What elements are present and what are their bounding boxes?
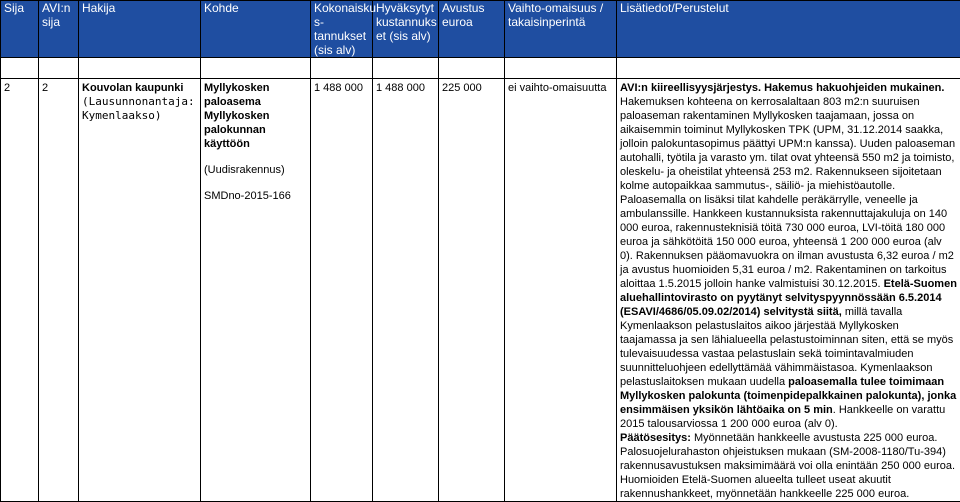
details-priority: AVI:n kiireellisyysjärjestys. Hakemus hakuohjeiden mukainen. (620, 82, 944, 94)
header-avi-sija: AVI:n sija (39, 1, 79, 58)
decision-label: Päätösesitys: (620, 432, 691, 444)
cell-lisatiedot (617, 79, 960, 502)
hakija-name: Kouvolan kaupunki (82, 81, 197, 95)
table-row (1, 79, 960, 502)
decision-paragraph (620, 431, 957, 501)
header-row (1, 1, 960, 58)
header-sija: Sija (1, 1, 39, 58)
details-text-3: . Hankkeelle on varattu 2015 talousarviossa 1 200 000 euroa (alv 0). (620, 404, 945, 430)
header-vaihto: Vaihto-omaisuus / takaisinperintä (505, 1, 617, 58)
cell-avustus: 225 000 (439, 79, 505, 502)
decision-text: Myönnetään hankkeelle avustusta 225 000 euroa. Palosuojelurahaston ohjeistuksen mukaan (SM-2008-1180/Tu-394) rakennusavustuksen maksimimäärä voi olla enintään 250 000 euroa. Huomioiden Etelä-Suomen alueelta tulleet useat akuutit rakennushankkeet, myönnetään hankkeelle 225 000 euroa. (620, 432, 955, 500)
details-response: paloasemalla tulee toimimaan Myllykosken palokunta (toimenpidepalkkainen palokunta), jonka ensimmäisen yksikön lähtöaika on 5 min (620, 376, 956, 416)
kohde-type: (Uudisrakennus) (204, 163, 307, 177)
cell-hyvaksytyt: 1 488 000 (373, 79, 439, 502)
cell-vaihto: ei vaihto-omaisuutta (505, 79, 617, 502)
header-hyvaksytyt: Hyväksytyt kustannuks et (sis alv) (373, 1, 439, 58)
cell-kokonaiskustannukset: 1 488 000 (311, 79, 373, 502)
header-lisatiedot: Lisätiedot/Perustelut (617, 1, 960, 58)
details-text-2: millä tavalla Kymenlaakson pelastuslaitos aikoo järjestää Myllykosken taajamassa ja sen lähialueella pelastustoiminnan siten, että se myös tulevaisuudessa vastaa pelastuslain sekä toimintavalmiuden suunnitteluohjeen edellyttämää vähimmäistasoa. Kymenlaakson pelastuslaitoksen mukaan uudella (620, 306, 953, 388)
kohde-title: Myllykosken paloasema Myllykosken palokunnan käyttöön (204, 81, 307, 151)
hakija-detail: (Lausunnonantaja: Kymenlaakso) (82, 95, 197, 123)
header-kohde: Kohde (201, 1, 311, 58)
details-paragraph (620, 81, 957, 431)
details-avi-request: Etelä-Suomen aluehallintovirasto on pyytänyt selvityspyynnössään 6.5.2014 (ESAVI/4686/05.09.02/2014) selvitystä siitä, (620, 278, 957, 318)
cell-sija: 2 (1, 79, 39, 502)
header-kokonaiskustannukset: Kokonaisku s-tannukset (sis alv) (311, 1, 373, 58)
cell-avi-sija: 2 (39, 79, 79, 502)
cell-kohde (201, 79, 311, 502)
spacer-row (1, 58, 960, 79)
header-hakija: Hakija (79, 1, 201, 58)
details-text: Hakemuksen kohteena on kerrosalaltaan 803 m2:n suuruisen paloaseman rakentaminen Myllykosken taajamaan, jossa on aikaisemmin toiminut Myllykosken TPK (UPM, 31.12.2014 saakka, jolloin palokuntasopimus päättyi UPM:n kanssa). Uuden paloaseman autohalli, työtila ja varasto ym. tilat ovat yhteensä 550 m2 ja toimisto, oleskelu- ja oheistilat yhteensä 253 m2. Rakennukseen sijoitetaan kolme autopaikkaa sammutus-, säiliö- ja miehistöautolle. Paloasemalla on lisäksi tilat kahdelle peräkärrylle, veneelle ja ambulanssille. Hankkeen kustannuksista rakennuttajakuluja on 140 000 euroa, rakennusteknisiä töitä 730 000 euroa, LVI-töitä 180 000 euroa ja sähkötöitä 150 000 euroa, yhteensä 1 200 000 euroa (alv 0). Rakennuksen pääomavuokra on ilman avustusta 6,32 euroa / m2 ja avustus huomioiden 5,31 euroa / m2. Rakentaminen on tarkoitus aloittaa 1.5.2015 jolloin hanke valmistuisi 30.12.2015. (620, 96, 955, 290)
cell-hakija (79, 79, 201, 502)
kohde-ref: SMDno-2015-166 (204, 189, 307, 203)
header-avustus: Avustus euroa (439, 1, 505, 58)
